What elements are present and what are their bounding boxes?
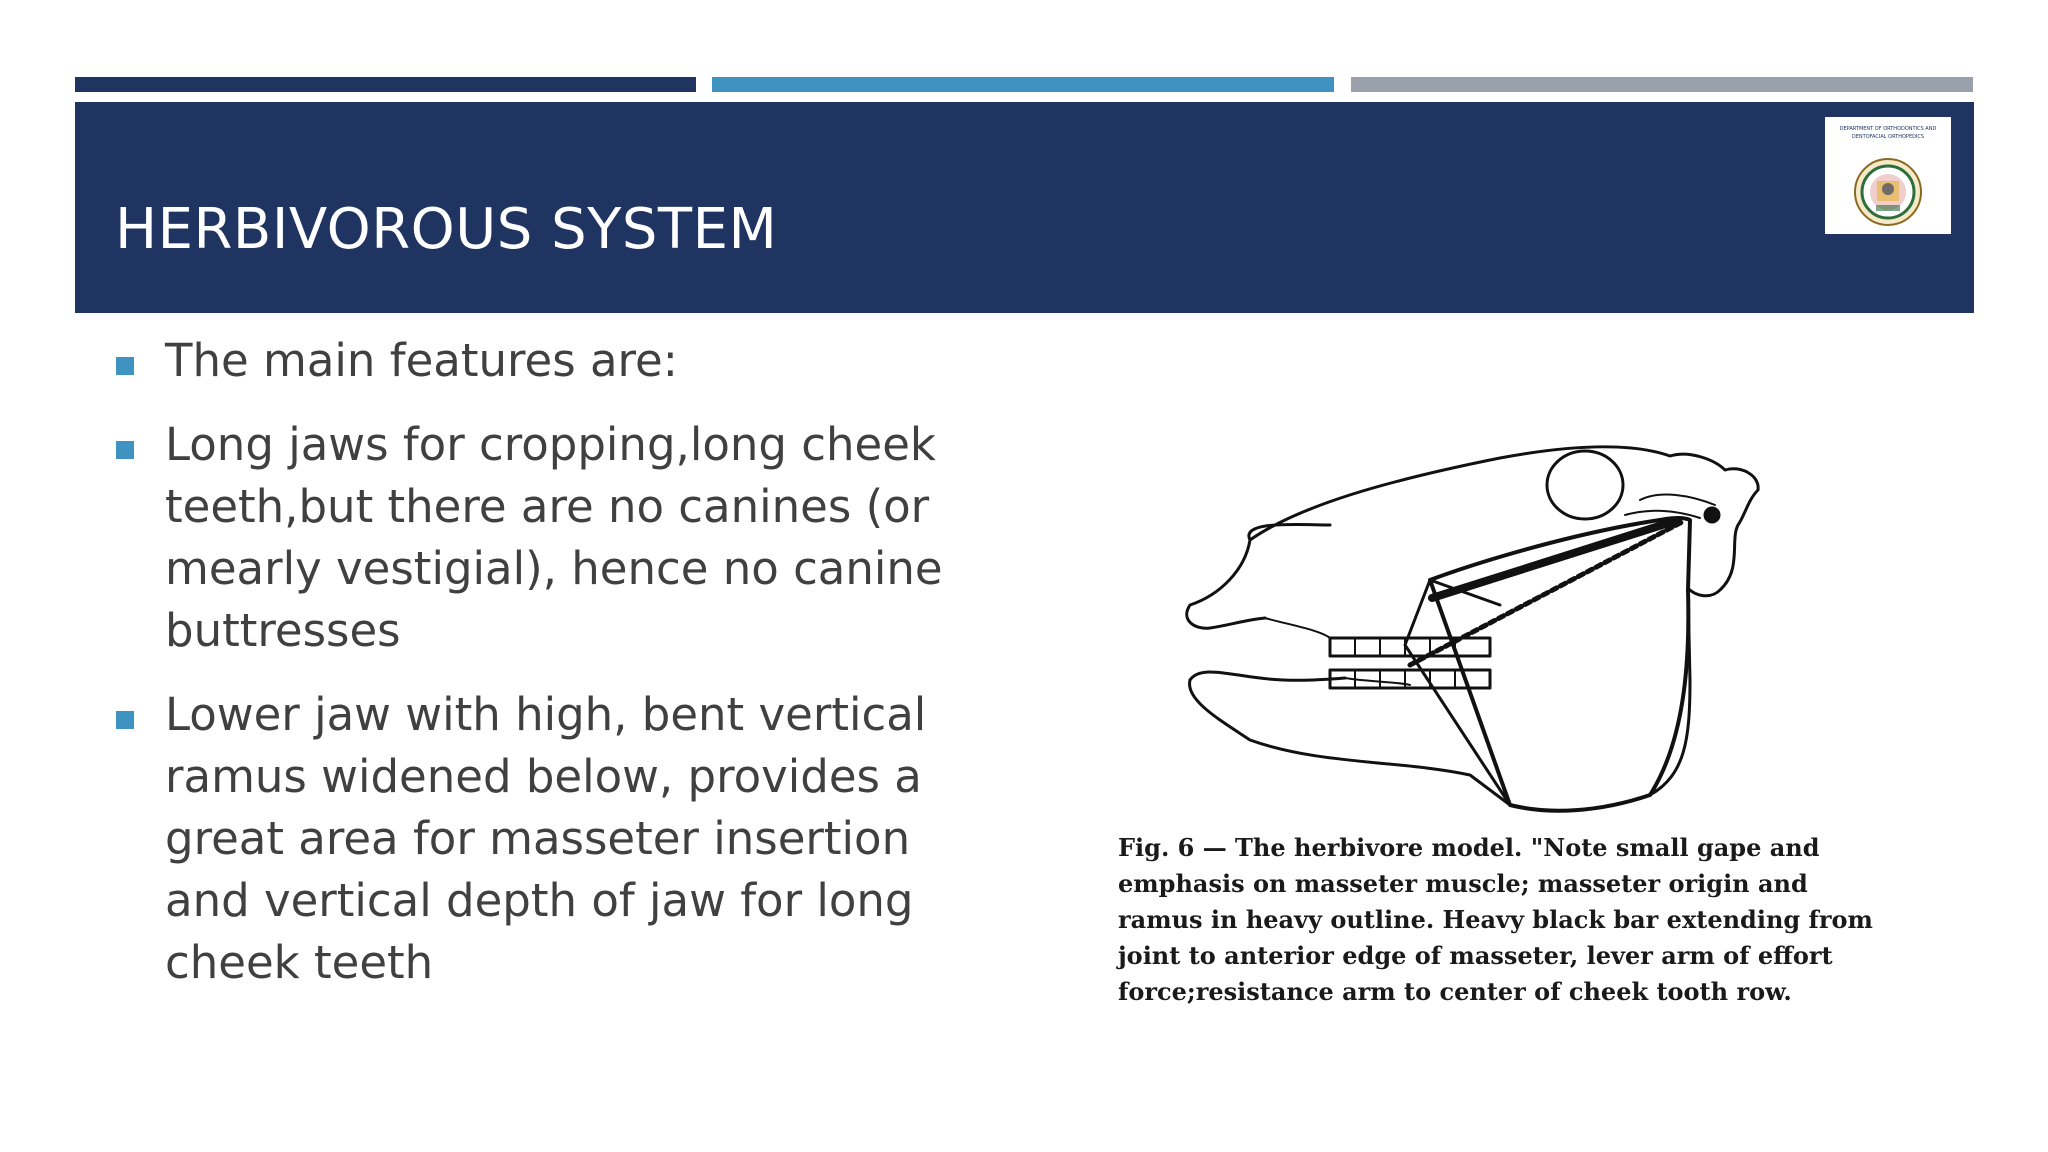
bullet-text: Lower jaw with high, bent vertical ramus widened below, provides a great area for masseter insertion and vertical depth of jaw for long cheek teeth [165,688,927,989]
bullet-item [115,684,975,994]
seal-icon [1851,155,1925,229]
bullet-item [115,330,975,392]
herbivore-skull-diagram [1170,420,1810,820]
bullet-marker-icon [116,357,134,375]
bullet-item [115,414,975,662]
top-accent-bar-blue [712,77,1334,92]
bullet-text: The main features are: [165,334,678,387]
bullet-text: Long jaws for cropping,long cheek teeth,but there are no canines (or mearly vestigial), hence no canine buttresses [165,418,943,657]
logo-caption: DEPARTMENT OF ORTHODONTICS AND DENTOFACIAL ORTHOPEDICS [1839,126,1937,140]
top-accent-bar-navy [75,77,696,92]
bullet-marker-icon [116,711,134,729]
figure-caption: Fig. 6 — The herbivore model. "Note small gape and emphasis on masseter muscle; masseter origin and ramus in heavy outline. Heavy black bar extending from joint to anterior edge of masseter, lever arm of effort force;resistance arm to center of cheek tooth row. [1118,833,1873,1006]
title-banner [75,102,1974,313]
bullet-marker-icon [116,441,134,459]
department-logo [1825,117,1951,234]
slide-title: HERBIVOROUS SYSTEM [115,197,778,262]
bullet-list [115,330,975,1016]
top-accent-bar-gray [1351,77,1973,92]
